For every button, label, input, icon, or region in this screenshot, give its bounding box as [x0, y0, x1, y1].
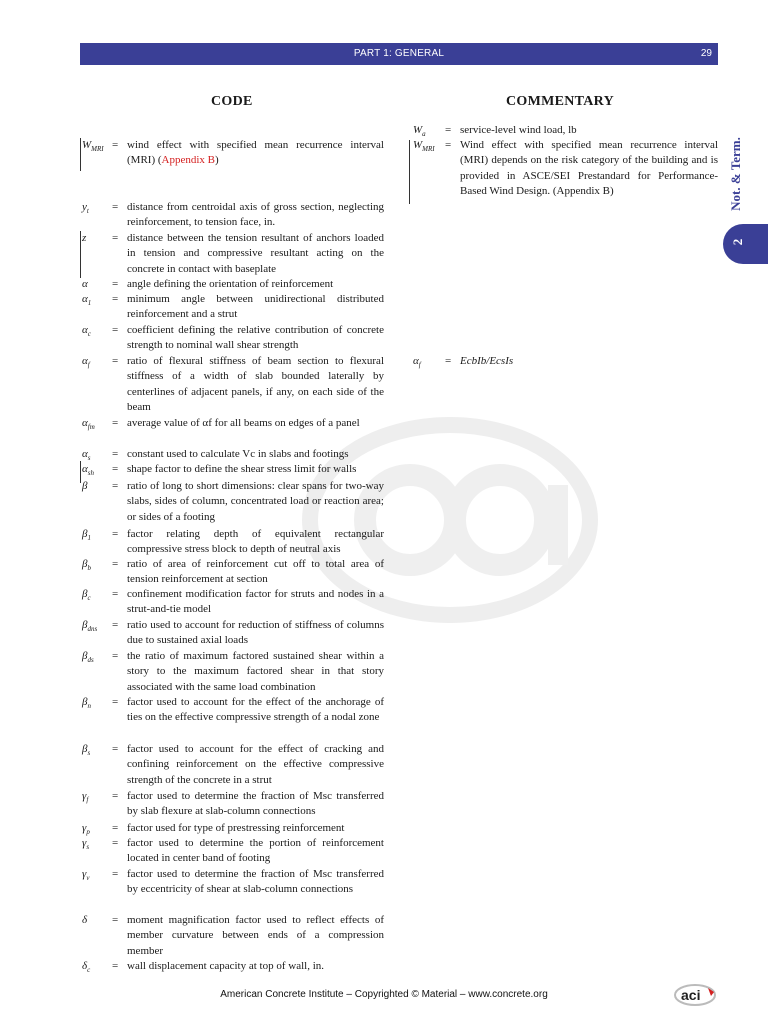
change-bar: [409, 140, 410, 204]
definition: confinement modification factor for struts and nodes in a strut-and-tie model: [127, 588, 384, 616]
symbol: $W_a$: [413, 124, 426, 139]
symbol: $W_{MRI}$: [82, 139, 104, 154]
symbol: $\alpha_f$: [82, 355, 90, 370]
symbol: $\beta_s$: [82, 743, 91, 758]
definition: average value of αf for all beams on edges of a panel: [127, 417, 360, 429]
definition: factor used to account for the effect of the anchorage of ties on the effective compressive strength of a nodal zone: [127, 696, 384, 724]
symbol: $\beta_{ds}$: [82, 650, 94, 665]
change-bar: [80, 231, 81, 278]
change-bar: [80, 461, 81, 483]
definition: wind effect with specified mean recurrence interval (MRI) (Appendix B): [127, 139, 384, 167]
symbol: $\beta_b$: [82, 558, 91, 573]
change-bar: [80, 138, 81, 171]
definition: factor used to account for the effect of cracking and confining reinforcement on the effective compressive strength of the concrete in a strut: [127, 743, 384, 786]
page-number: 29: [700, 48, 712, 59]
equals-sign: =: [112, 960, 119, 972]
footer-copyright: American Concrete Institute – Copyrighted © Material – www.concrete.org: [220, 989, 548, 1000]
equals-sign: =: [112, 139, 119, 151]
symbol: β: [82, 480, 88, 492]
definition: the ratio of maximum factored sustained shear within a story to the maximum factored shear in that story associated with the same load combination: [127, 650, 384, 693]
equals-sign: =: [112, 822, 119, 834]
equals-sign: =: [112, 790, 119, 802]
definition: wall displacement capacity at top of wall, in.: [127, 960, 325, 972]
symbol: $\beta_c$: [82, 588, 91, 603]
symbol: δ: [82, 914, 88, 926]
equals-sign: =: [112, 743, 119, 755]
symbol: $\beta_{dns}$: [82, 619, 98, 634]
equals-sign: =: [112, 619, 119, 631]
equals-sign: =: [112, 448, 119, 460]
symbol: $\alpha_s$: [82, 448, 91, 463]
symbol: $\alpha_{fm}$: [82, 417, 95, 432]
definition: coefficient defining the relative contribution of concrete strength to nominal wall shear strength: [127, 324, 384, 352]
equals-sign: =: [112, 417, 119, 429]
symbol: $\gamma_f$: [82, 790, 89, 805]
equals-sign: =: [112, 650, 119, 662]
equals-sign: =: [112, 914, 119, 926]
symbol: $\delta_c$: [82, 960, 91, 975]
equals-sign: =: [112, 355, 119, 367]
commentary-heading: COMMENTARY: [506, 94, 615, 109]
equals-sign: =: [112, 232, 119, 244]
svg-text:aci: aci: [681, 987, 701, 1003]
section-side-label: Not. & Term.: [728, 137, 743, 211]
equals-sign: =: [445, 355, 452, 367]
definition: distance from centroidal axis of gross section, neglecting reinforcement, to tension face, in.: [127, 201, 384, 229]
definition: distance between the tension resultant of anchors loaded in tension and compressive resultant acting on the concrete in contact with baseplate: [127, 232, 384, 275]
equals-sign: =: [112, 588, 119, 600]
equals-sign: =: [112, 558, 119, 570]
equals-sign: =: [112, 293, 119, 305]
symbol: $\alpha_f$: [413, 355, 421, 370]
symbol: $\alpha_{sh}$: [82, 463, 95, 478]
definition: minimum angle between unidirectional distributed reinforcement and a strut: [127, 293, 384, 321]
symbol: $W_{MRI}$: [413, 139, 435, 154]
symbol: $\gamma_p$: [82, 822, 90, 837]
symbol: $\beta_n$: [82, 696, 91, 711]
definition: moment magnification factor used to reflect effects of member curvature between ends of a compression member: [127, 914, 384, 957]
page-header: [80, 43, 718, 65]
code-heading: CODE: [211, 94, 253, 109]
symbol: $\gamma_v$: [82, 868, 90, 883]
symbol: z: [82, 232, 87, 244]
definition: ratio of area of reinforcement cut off to total area of tension reinforcement at section: [127, 558, 384, 586]
symbol: $\alpha_c$: [82, 324, 91, 339]
section-title: PART 1: GENERAL: [353, 48, 445, 59]
definition: EcbIb/EcsIs: [460, 355, 514, 367]
symbol: $\beta_1$: [82, 528, 91, 543]
appendix-link[interactable]: Appendix B: [161, 154, 216, 167]
definition: ratio of long to short dimensions: clear spans for two-way slabs, sides of column, concentrated load or reaction area; or sides of a footing: [127, 480, 384, 523]
equals-sign: =: [112, 324, 119, 336]
equals-sign: =: [112, 480, 119, 492]
equals-sign: =: [112, 201, 119, 213]
aci-logo-icon: [673, 983, 717, 1007]
definition: ratio used to account for reduction of stiffness of columns due to sustained axial loads: [127, 619, 384, 647]
equals-sign: =: [112, 696, 119, 708]
equals-sign: =: [112, 463, 119, 475]
section-tab-number: 2: [730, 238, 745, 246]
definition: service-level wind load, lb: [460, 124, 577, 136]
equals-sign: =: [112, 528, 119, 540]
equals-sign: =: [112, 868, 119, 880]
symbol: $y_t$: [82, 201, 89, 216]
symbol: $\gamma_s$: [82, 837, 90, 852]
symbol: α: [82, 278, 88, 290]
definition: Wind effect with specified mean recurrence interval (MRI) depends on the risk category of the building and is provided in ASCE/SEI Prestandard for Performance-Based Wind Design. (Appendix B): [460, 139, 718, 198]
definition: ratio of flexural stiffness of beam section to flexural stiffness of a width of slab bounded laterally by centerlines of adjacent panels, if any, on each side of the beam: [127, 355, 384, 414]
definition: factor used for type of prestressing reinforcement: [127, 822, 345, 834]
equals-sign: =: [112, 278, 119, 290]
definition: factor relating depth of equivalent rectangular compressive stress block to depth of neutral axis: [127, 528, 384, 556]
equals-sign: =: [445, 124, 452, 136]
definition: factor used to determine the portion of reinforcement located in center band of footing: [127, 837, 384, 865]
definition: factor used to determine the fraction of Msc transferred by slab flexure at slab-column connections: [127, 790, 384, 818]
definition: shape factor to define the shear stress limit for walls: [127, 463, 357, 475]
symbol: $\alpha_1$: [82, 293, 92, 308]
definition: constant used to calculate Vc in slabs and footings: [127, 448, 349, 460]
equals-sign: =: [112, 837, 119, 849]
definition: factor used to determine the fraction of Msc transferred by eccentricity of shear at slab-column connections: [127, 868, 384, 896]
equals-sign: =: [445, 139, 452, 151]
definition: angle defining the orientation of reinforcement: [127, 278, 334, 290]
